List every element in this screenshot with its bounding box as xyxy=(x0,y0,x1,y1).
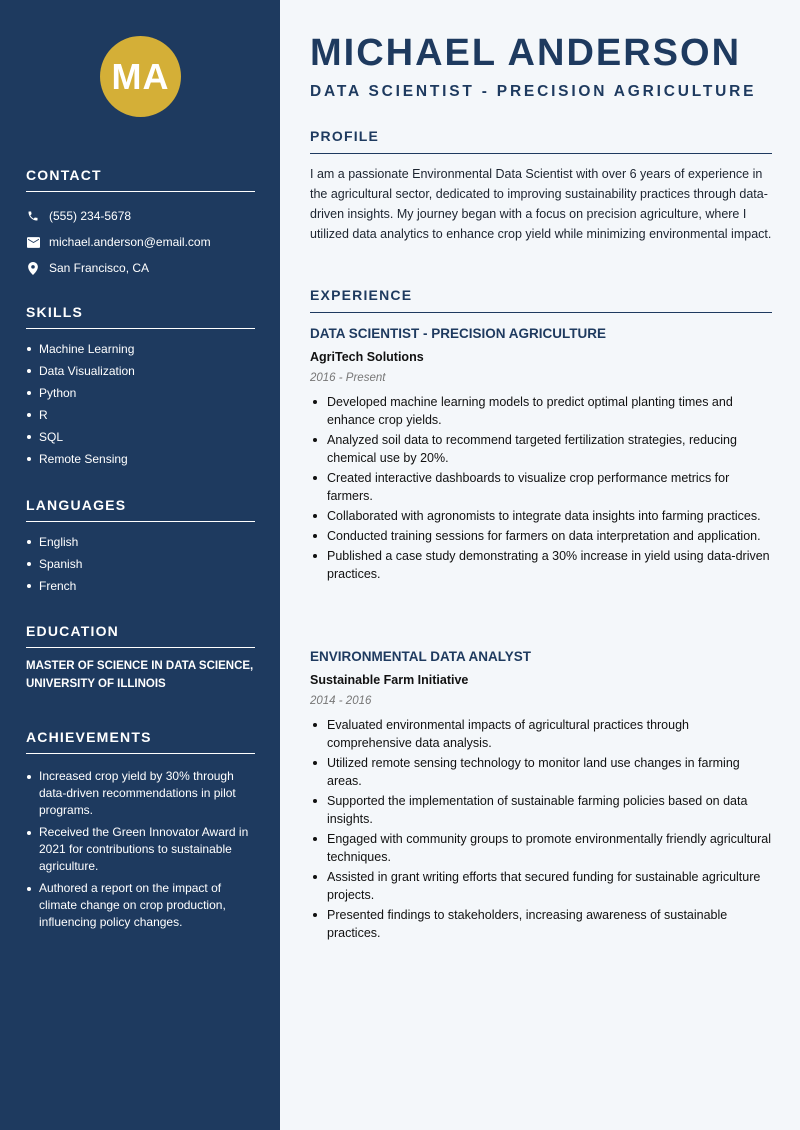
contact-heading: CONTACT xyxy=(26,167,255,192)
job-dates: 2016 - Present xyxy=(310,372,386,384)
phone-text: (555) 234-5678 xyxy=(49,209,132,223)
skill-item: R xyxy=(26,404,255,426)
achievements-section xyxy=(26,729,255,936)
achievements-heading: ACHIEVEMENTS xyxy=(26,729,255,754)
job-dates: 2014 - 2016 xyxy=(310,695,372,707)
initials-avatar xyxy=(100,36,181,117)
language-item: Spanish xyxy=(26,553,255,575)
skills-section xyxy=(26,304,255,470)
education-heading: EDUCATION xyxy=(26,623,255,648)
skill-item: Remote Sensing xyxy=(26,448,255,470)
job-bullet: Collaborated with agronomists to integrate data insights into farming practices. xyxy=(310,507,772,525)
job-bullet: Conducted training sessions for farmers on data interpretation and application. xyxy=(310,527,772,545)
job-bullet: Presented findings to stakeholders, increasing awareness of sustainable practices. xyxy=(310,906,772,942)
job-entry xyxy=(310,649,772,944)
email-text: michael.anderson@email.com xyxy=(49,235,211,249)
job-title: DATA SCIENTIST - PRECISION AGRICULTURE xyxy=(310,326,606,341)
job-entry xyxy=(310,326,772,585)
location-pin-icon xyxy=(26,261,40,275)
contact-section xyxy=(26,167,255,281)
job-bullet: Created interactive dashboards to visualize crop performance metrics for farmers. xyxy=(310,469,772,505)
job-title: ENVIRONMENTAL DATA ANALYST xyxy=(310,649,532,664)
candidate-title: DATA SCIENTIST - PRECISION AGRICULTURE xyxy=(310,83,757,100)
achievement-item: Authored a report on the impact of climate change on crop production, influencing policy changes. xyxy=(26,880,255,931)
skill-item: Python xyxy=(26,382,255,404)
language-item: English xyxy=(26,531,255,553)
job-bullet: Published a case study demonstrating a 30% increase in yield using data-driven practices. xyxy=(310,547,772,583)
education-degree: MASTER OF SCIENCE IN DATA SCIENCE, UNIVERSITY OF ILLINOIS xyxy=(26,660,254,690)
language-item: French xyxy=(26,575,255,597)
experience-heading: EXPERIENCE xyxy=(310,287,772,313)
job-bullet: Utilized remote sensing technology to monitor land use changes in farming areas. xyxy=(310,754,772,790)
languages-heading: LANGUAGES xyxy=(26,497,255,522)
sidebar xyxy=(0,0,280,1130)
profile-heading: PROFILE xyxy=(310,128,772,154)
skill-item: Data Visualization xyxy=(26,360,255,382)
profile-text: I am a passionate Environmental Data Scientist with over 6 years of experience in the agricultural sector, dedicated to improving sustainability practices through data-driven insights. My journey began with a focus on precision agriculture, where I utilized data analytics to enhance crop yield while minimizing environmental impact. xyxy=(310,167,772,241)
contact-location xyxy=(26,255,255,281)
location-text: San Francisco, CA xyxy=(49,261,150,275)
phone-icon xyxy=(26,209,40,223)
skill-item: Machine Learning xyxy=(26,338,255,360)
candidate-name: MICHAEL ANDERSON xyxy=(310,32,742,74)
languages-section xyxy=(26,497,255,597)
job-bullet: Engaged with community groups to promote environmentally friendly agricultural techniques. xyxy=(310,830,772,866)
skill-item: SQL xyxy=(26,426,255,448)
email-icon xyxy=(26,235,40,249)
job-bullet: Evaluated environmental impacts of agricultural practices through comprehensive data analysis. xyxy=(310,716,772,752)
contact-email xyxy=(26,229,255,255)
job-bullet: Assisted in grant writing efforts that secured funding for sustainable agriculture projects. xyxy=(310,868,772,904)
job-company: Sustainable Farm Initiative xyxy=(310,673,469,687)
achievement-item: Received the Green Innovator Award in 2021 for contributions to sustainable agriculture. xyxy=(26,824,255,875)
education-section xyxy=(26,623,255,693)
job-bullet: Developed machine learning models to predict optimal planting times and enhance crop yields. xyxy=(310,393,772,429)
skills-heading: SKILLS xyxy=(26,304,255,329)
contact-phone xyxy=(26,203,255,229)
job-bullet: Supported the implementation of sustainable farming policies based on data insights. xyxy=(310,792,772,828)
avatar-initials: MA xyxy=(111,55,170,97)
job-bullet: Analyzed soil data to recommend targeted fertilization strategies, reducing chemical use by 20%. xyxy=(310,431,772,467)
achievement-item: Increased crop yield by 30% through data-driven recommendations in pilot programs. xyxy=(26,768,255,819)
job-company: AgriTech Solutions xyxy=(310,350,424,364)
